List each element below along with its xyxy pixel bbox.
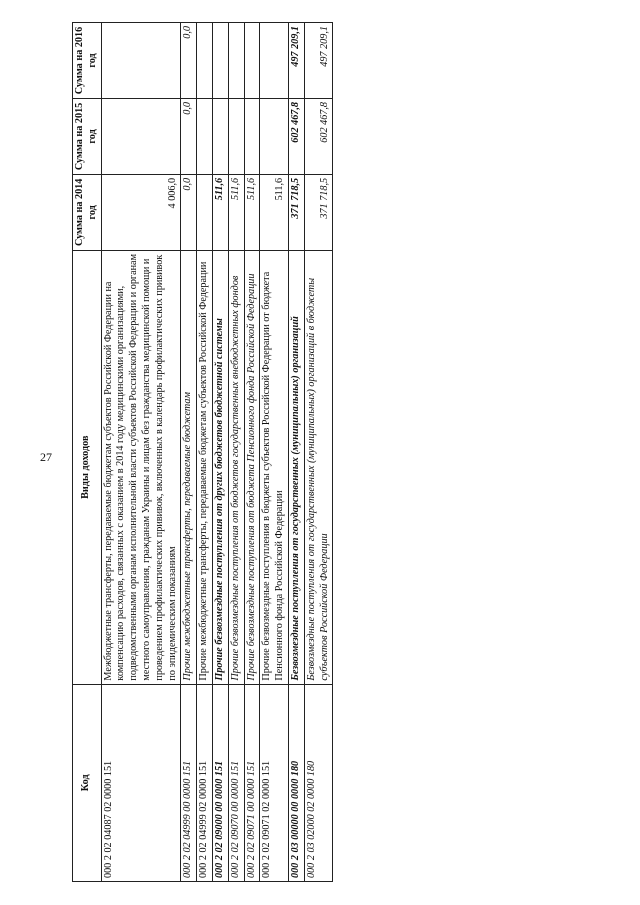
row-sum-2016: 0,0 bbox=[181, 23, 197, 99]
table-row bbox=[260, 23, 289, 882]
row-sum-2015 bbox=[228, 98, 244, 174]
table-row bbox=[101, 23, 181, 882]
row-code: 000 2 02 09071 00 0000 151 bbox=[244, 684, 260, 881]
row-name: Прочие безвозмездные поступления в бюджеты субъектов Российской Федерации от бюджета Пенсионного фонда Российской Федерации bbox=[260, 250, 289, 684]
row-sum-2015: 0,0 bbox=[181, 98, 197, 174]
row-code: 000 2 02 04087 02 0000 151 bbox=[101, 684, 181, 881]
table-header-row bbox=[73, 23, 102, 882]
row-code: 000 2 02 04999 02 0000 151 bbox=[197, 684, 213, 881]
header-sum-2015: Сумма на 2015 год bbox=[73, 98, 102, 174]
row-name: Безвозмездные поступления от государственных (муниципальных) организаций в бюджеты субъектов Российской Федерации bbox=[304, 250, 333, 684]
row-code: 000 2 02 09070 00 0000 151 bbox=[228, 684, 244, 881]
header-income-type: Виды доходов bbox=[73, 250, 102, 684]
row-sum-2014: 4 006,0 bbox=[101, 174, 181, 250]
row-code: 000 2 02 09071 02 0000 151 bbox=[260, 684, 289, 881]
row-sum-2016 bbox=[212, 23, 228, 99]
row-sum-2014: 511,6 bbox=[260, 174, 289, 250]
rotated-page-content bbox=[72, 22, 512, 882]
table-row bbox=[228, 23, 244, 882]
row-code: 000 2 02 04999 00 0000 151 bbox=[181, 684, 197, 881]
header-code: Код bbox=[73, 684, 102, 881]
table-row bbox=[244, 23, 260, 882]
table-row bbox=[288, 23, 304, 882]
table-row bbox=[304, 23, 333, 882]
row-name: Безвозмездные поступления от государственных (муниципальных) организаций bbox=[288, 250, 304, 684]
row-sum-2015 bbox=[212, 98, 228, 174]
row-sum-2015: 602 467,8 bbox=[288, 98, 304, 174]
row-name: Прочие безвозмездные поступления от бюджетов государственных внебюджетных фондов bbox=[228, 250, 244, 684]
row-sum-2016: 497 209,1 bbox=[288, 23, 304, 99]
row-name: Прочие безвозмездные поступления от бюджета Пенсионного фонда Российской Федерации bbox=[244, 250, 260, 684]
row-name: Прочие безвозмездные поступления от других бюджетов бюджетной системы bbox=[212, 250, 228, 684]
row-code: 000 2 02 09000 00 0000 151 bbox=[212, 684, 228, 881]
row-sum-2015 bbox=[197, 98, 213, 174]
table-row bbox=[181, 23, 197, 882]
header-sum-2016: Сумма на 2016 год bbox=[73, 23, 102, 99]
row-sum-2014: 371 718,5 bbox=[304, 174, 333, 250]
row-name: Межбюджетные трансферты, передаваемые бюджетам субъектов Российской Федерации на компенсацию расходов, связанных с оказанием в 2014 году медицинскими организациями, подведомственными органам исполнительной власти субъектов Российской Федерации и органам местного самоуправления, гражданам Украины и лицам без гражданства медицинской помощи и проведением профилактических прививок, включенных в календарь профилактических прививок по эпидемическим показаниям bbox=[101, 250, 181, 684]
row-sum-2014: 511,6 bbox=[244, 174, 260, 250]
header-sum-2014: Сумма на 2014 год bbox=[73, 174, 102, 250]
row-sum-2015 bbox=[244, 98, 260, 174]
table-row bbox=[197, 23, 213, 882]
row-sum-2015 bbox=[260, 98, 289, 174]
row-name: Прочие межбюджетные трансферты, передаваемые бюджетам bbox=[181, 250, 197, 684]
row-sum-2016 bbox=[197, 23, 213, 99]
row-sum-2014: 511,6 bbox=[212, 174, 228, 250]
table-row bbox=[212, 23, 228, 882]
row-sum-2014: 511,6 bbox=[228, 174, 244, 250]
row-code: 000 2 03 02000 02 0000 180 bbox=[304, 684, 333, 881]
row-code: 000 2 03 00000 00 0000 180 bbox=[288, 684, 304, 881]
row-name: Прочие межбюджетные трансферты, передаваемые бюджетам субъектов Российской Федерации bbox=[197, 250, 213, 684]
row-sum-2016 bbox=[228, 23, 244, 99]
page-number: 27 bbox=[40, 450, 52, 464]
row-sum-2016: 497 209,1 bbox=[304, 23, 333, 99]
row-sum-2015 bbox=[101, 98, 181, 174]
row-sum-2014 bbox=[197, 174, 213, 250]
row-sum-2015: 602 467,8 bbox=[304, 98, 333, 174]
row-sum-2014: 0,0 bbox=[181, 174, 197, 250]
row-sum-2016 bbox=[101, 23, 181, 99]
income-table bbox=[72, 22, 333, 882]
row-sum-2016 bbox=[260, 23, 289, 99]
row-sum-2014: 371 718,5 bbox=[288, 174, 304, 250]
row-sum-2016 bbox=[244, 23, 260, 99]
